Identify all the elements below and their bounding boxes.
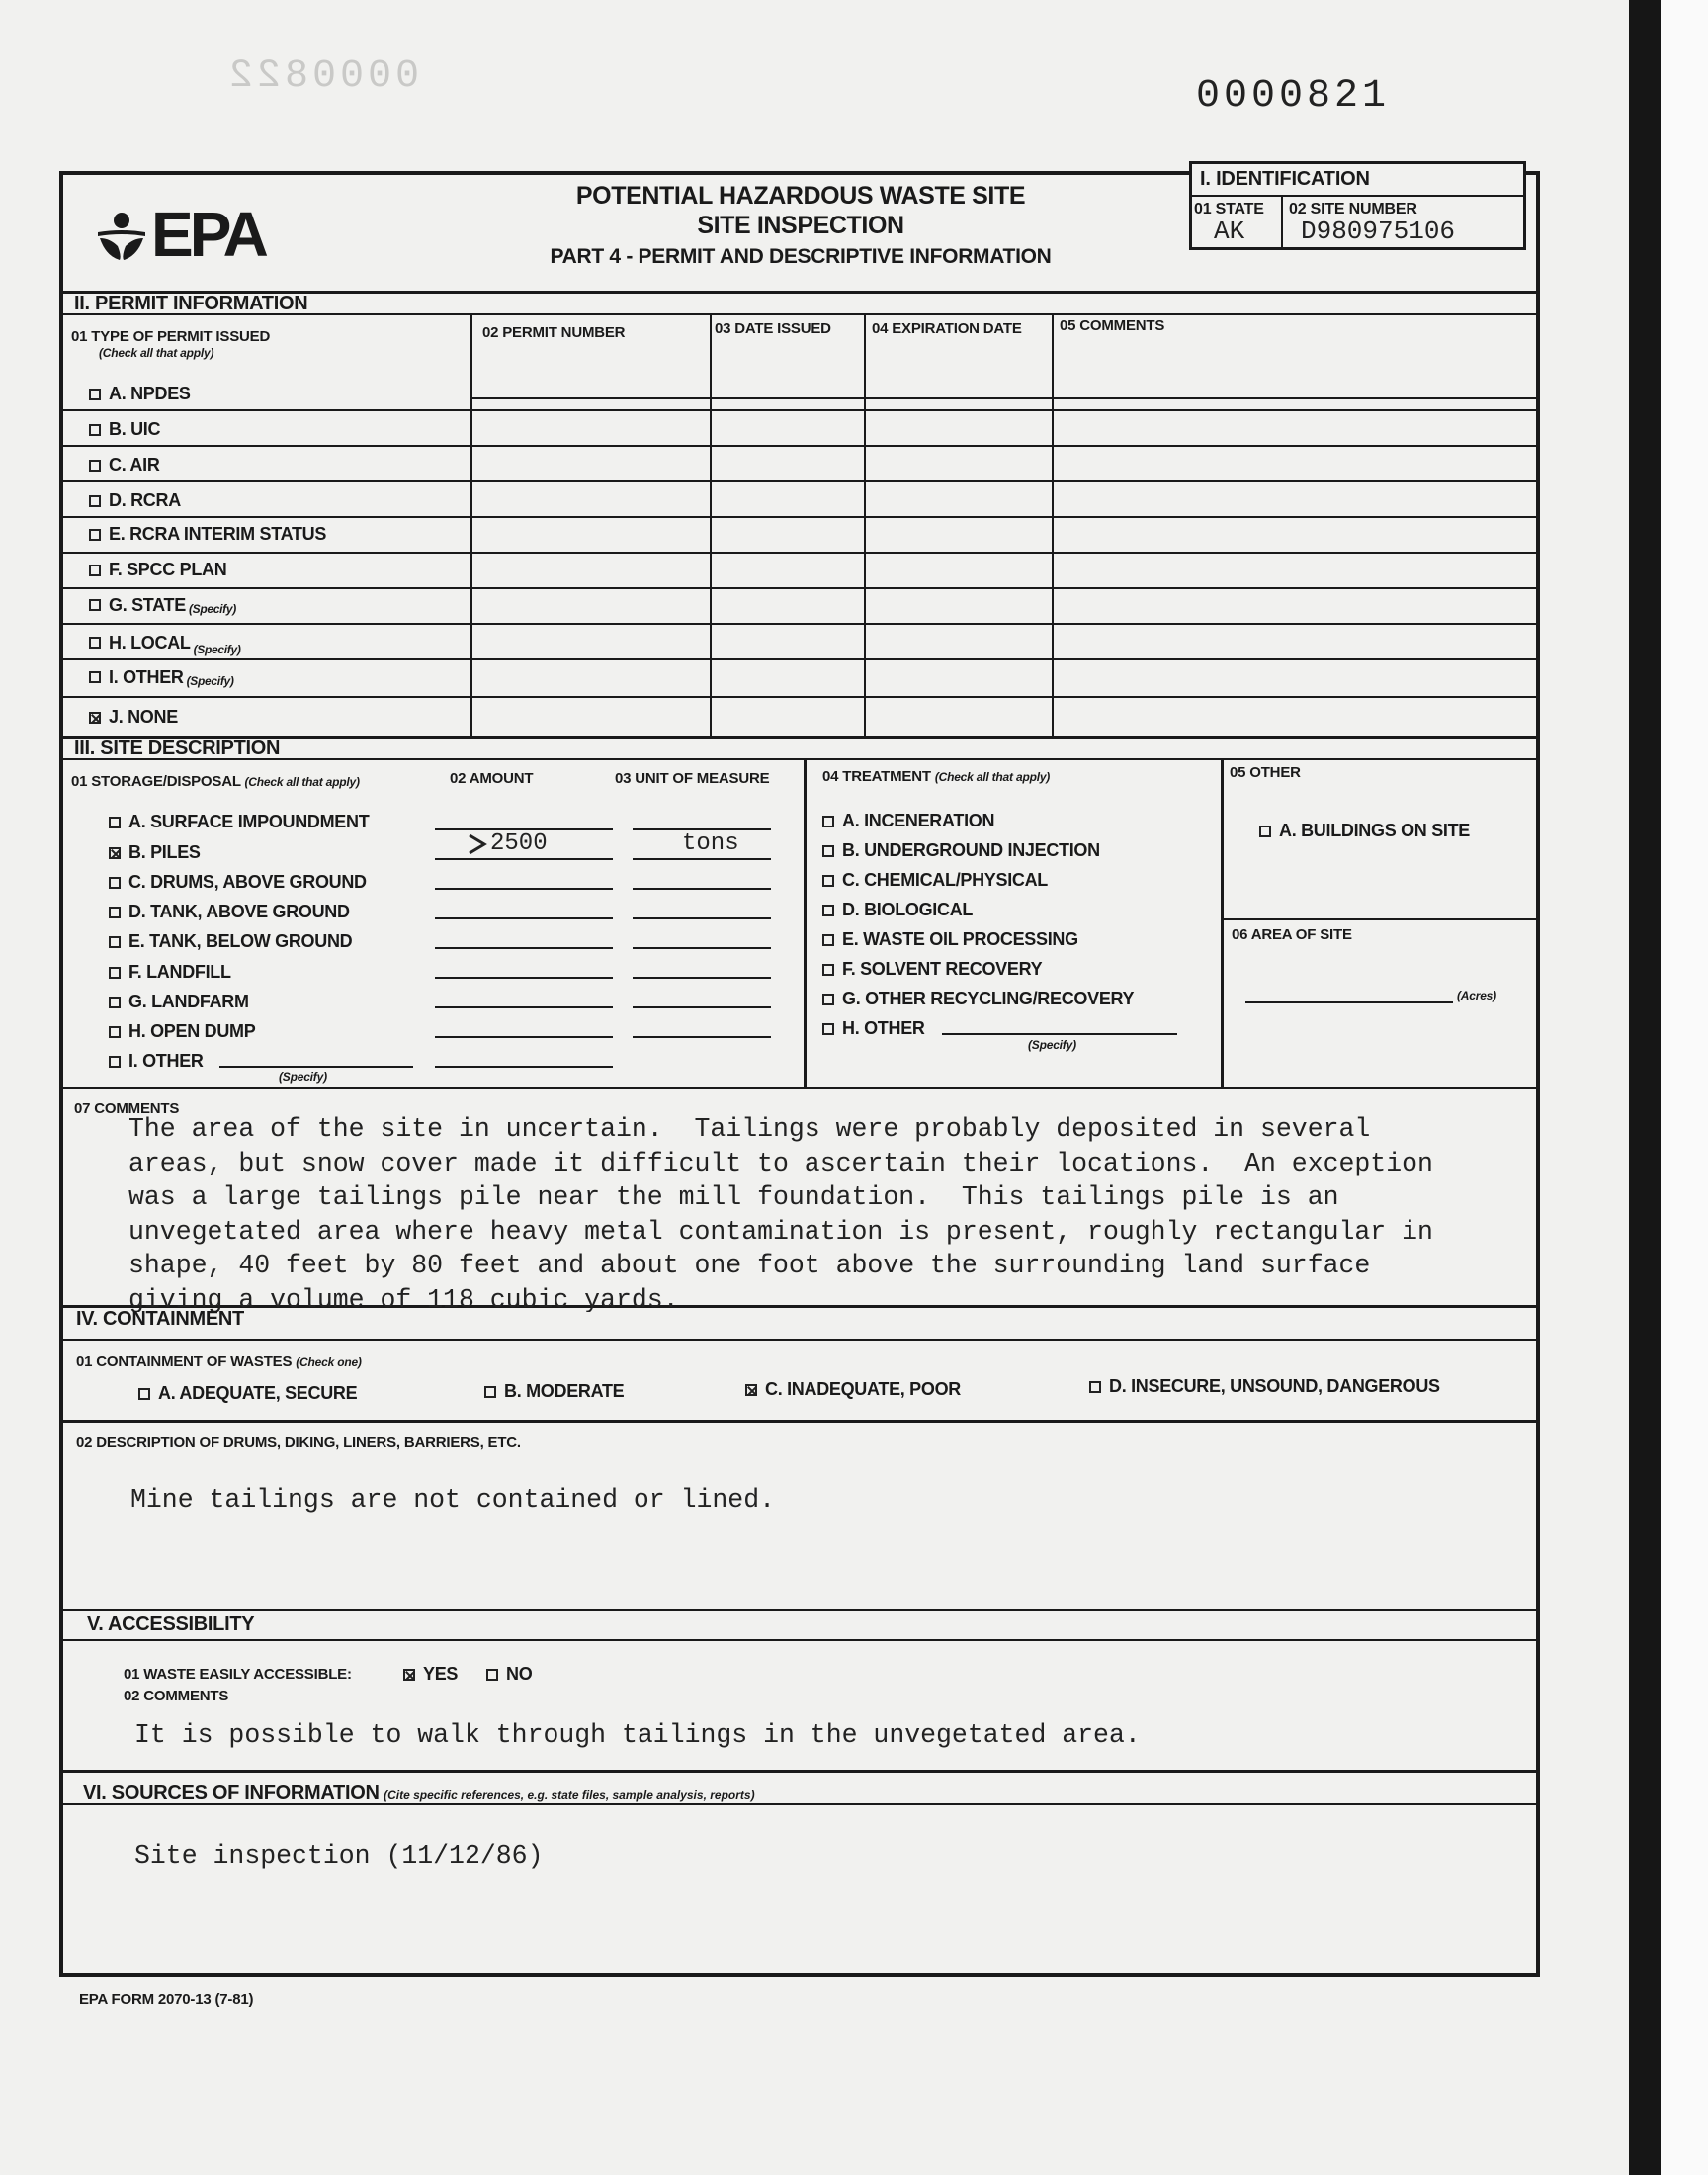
permit-npdes-option[interactable]: A. NPDES	[89, 384, 191, 404]
greater-than-mark-icon	[467, 832, 488, 856]
surface-impoundment-option[interactable]: A. SURFACE IMPOUNDMENT	[109, 812, 369, 832]
buildings-on-site-option[interactable]: A. BUILDINGS ON SITE	[1259, 821, 1470, 841]
sources-text: Site inspection (11/12/86)	[134, 1841, 544, 1870]
site-description-heading: III. SITE DESCRIPTION	[74, 738, 281, 759]
open-dump-checkbox[interactable]	[109, 1026, 121, 1038]
site-comments-line: shape, 40 feet by 80 feet and about one foot above the surrounding land surface	[128, 1251, 1371, 1280]
piles-checkbox[interactable]	[109, 847, 121, 859]
permit-npdes-checkbox[interactable]	[89, 389, 101, 400]
containment-insecure-option[interactable]: D. INSECURE, UNSOUND, DANGEROUS	[1089, 1376, 1440, 1397]
form-number-footer: EPA FORM 2070-13 (7-81)	[79, 1991, 254, 2008]
acres-label: (Acres)	[1457, 989, 1496, 1002]
state-value: AK	[1214, 217, 1245, 246]
containment-heading: IV. CONTAINMENT	[76, 1308, 244, 1330]
open-dump-option[interactable]: H. OPEN DUMP	[109, 1021, 255, 1042]
accessible-yes-checkbox[interactable]	[403, 1669, 415, 1681]
storage-other-checkbox[interactable]	[109, 1056, 121, 1068]
amount-header: 02 AMOUNT	[450, 770, 534, 787]
area-of-site-field[interactable]	[1245, 1001, 1453, 1003]
permit-rcra-option[interactable]: D. RCRA	[89, 490, 181, 511]
landfarm-option[interactable]: G. LANDFARM	[109, 992, 249, 1012]
containment-moderate-checkbox[interactable]	[484, 1386, 496, 1398]
epa-logo	[94, 198, 265, 271]
containment-description-text: Mine tailings are not contained or lined.	[130, 1485, 776, 1515]
permit-air-option[interactable]: C. AIR	[89, 455, 160, 476]
buildings-on-site-checkbox[interactable]	[1259, 826, 1271, 837]
landfill-option[interactable]: F. LANDFILL	[109, 962, 231, 983]
permit-spcc-checkbox[interactable]	[89, 565, 101, 576]
expiration-date-header: 04 EXPIRATION DATE	[872, 320, 1022, 337]
containment-insecure-checkbox[interactable]	[1089, 1381, 1101, 1393]
drums-option[interactable]: C. DRUMS, ABOVE GROUND	[109, 872, 367, 893]
form-part-title: PART 4 - PERMIT AND DESCRIPTIVE INFORMATION	[550, 245, 1052, 268]
tank-below-checkbox[interactable]	[109, 936, 121, 948]
landfarm-checkbox[interactable]	[109, 997, 121, 1008]
scan-margin	[1661, 0, 1708, 2175]
accessible-no-option[interactable]: NO	[486, 1664, 532, 1685]
storage-disposal-header: 01 STORAGE/DISPOSAL (Check all that apply)	[71, 773, 360, 790]
accessibility-comments-text: It is possible to walk through tailings in the unvegetated area.	[134, 1720, 1141, 1750]
waste-oil-option[interactable]: E. WASTE OIL PROCESSING	[822, 929, 1078, 950]
sources-heading: VI. SOURCES OF INFORMATION (Cite specific references, e.g. state files, sample analysis, reports)	[83, 1783, 755, 1804]
treatment-header: 04 TREATMENT (Check all that apply)	[822, 768, 1051, 785]
permit-state-checkbox[interactable]	[89, 599, 101, 611]
solvent-recovery-option[interactable]: F. SOLVENT RECOVERY	[822, 959, 1042, 980]
biological-option[interactable]: D. BIOLOGICAL	[822, 900, 973, 920]
storage-other-specify-label: (Specify)	[279, 1070, 327, 1084]
landfill-checkbox[interactable]	[109, 967, 121, 979]
permit-uic-checkbox[interactable]	[89, 424, 101, 436]
permit-local-option[interactable]: H. LOCAL (Specify)	[89, 629, 241, 656]
underground-injection-checkbox[interactable]	[822, 845, 834, 857]
permit-state-option[interactable]: G. STATE (Specify)	[89, 594, 236, 616]
permit-other-checkbox[interactable]	[89, 671, 101, 683]
site-comments-line: giving a volume of 118 cubic yards.	[128, 1284, 679, 1312]
accessibility-comments-label: 02 COMMENTS	[124, 1688, 229, 1704]
containment-moderate-option[interactable]: B. MODERATE	[484, 1381, 624, 1402]
accessible-yes-option[interactable]: YES	[403, 1664, 458, 1685]
accessibility-heading: V. ACCESSIBILITY	[87, 1613, 255, 1635]
solvent-recovery-checkbox[interactable]	[822, 964, 834, 976]
waste-oil-checkbox[interactable]	[822, 934, 834, 946]
tank-above-checkbox[interactable]	[109, 907, 121, 918]
underground-injection-option[interactable]: B. UNDERGROUND INJECTION	[822, 840, 1100, 861]
site-comments-label: 07 COMMENTS	[74, 1100, 180, 1117]
date-issued-header: 03 DATE ISSUED	[715, 320, 831, 337]
containment-adequate-option[interactable]: A. ADEQUATE, SECURE	[138, 1383, 357, 1404]
chemical-physical-checkbox[interactable]	[822, 875, 834, 887]
permit-type-header: 01 TYPE OF PERMIT ISSUED	[71, 328, 271, 345]
biological-checkbox[interactable]	[822, 905, 834, 916]
containment-inadequate-option[interactable]: C. INADEQUATE, POOR	[745, 1379, 961, 1400]
permit-rcra-interim-option[interactable]: E. RCRA INTERIM STATUS	[89, 524, 326, 545]
tank-below-option[interactable]: E. TANK, BELOW GROUND	[109, 931, 352, 952]
other-header: 05 OTHER	[1230, 764, 1301, 781]
epa-flower-icon	[94, 207, 149, 262]
containment-inadequate-checkbox[interactable]	[745, 1384, 757, 1396]
site-comments-line: The area of the site in uncertain. Tailings were probably deposited in several	[128, 1114, 1371, 1144]
permit-rcra-interim-checkbox[interactable]	[89, 529, 101, 541]
unit-of-measure-header: 03 UNIT OF MEASURE	[615, 770, 770, 787]
drums-checkbox[interactable]	[109, 877, 121, 889]
piles-option[interactable]: B. PILES	[109, 842, 201, 863]
site-comments-text	[128, 1112, 1552, 1312]
permit-local-checkbox[interactable]	[89, 637, 101, 649]
surface-impoundment-checkbox[interactable]	[109, 817, 121, 828]
inceneration-option[interactable]: A. INCENERATION	[822, 811, 994, 831]
chemical-physical-option[interactable]: C. CHEMICAL/PHYSICAL	[822, 870, 1048, 891]
treatment-other-checkbox[interactable]	[822, 1023, 834, 1035]
site-comments-line: unvegetated area where heavy metal contamination is present, roughly rectangular in	[128, 1216, 1433, 1247]
site-comments-line: areas, but snow cover made it difficult to ascertain their locations. An exception	[128, 1148, 1433, 1178]
tank-above-option[interactable]: D. TANK, ABOVE GROUND	[109, 902, 350, 922]
area-of-site-header: 06 AREA OF SITE	[1232, 926, 1352, 943]
epa-logo-text: EPA	[151, 199, 265, 270]
permit-other-option[interactable]: I. OTHER (Specify)	[89, 666, 234, 688]
permit-check-note: (Check all that apply)	[99, 346, 214, 360]
site-number-value: D980975106	[1301, 217, 1456, 246]
state-label: 01 STATE	[1194, 201, 1264, 218]
form-subtitle: SITE INSPECTION	[697, 212, 904, 239]
other-recycling-checkbox[interactable]	[822, 994, 834, 1005]
treatment-other-specify-line[interactable]	[942, 1033, 1177, 1035]
containment-label: 01 CONTAINMENT OF WASTES (Check one)	[76, 1353, 362, 1370]
piles-unit-value: tons	[682, 830, 739, 857]
bleed-through-number: 0000822	[225, 54, 420, 99]
containment-description-label: 02 DESCRIPTION OF DRUMS, DIKING, LINERS, BARRIERS, ETC.	[76, 1435, 521, 1451]
storage-other-specify-line[interactable]	[219, 1066, 413, 1068]
form-title: POTENTIAL HAZARDOUS WASTE SITE	[575, 182, 1026, 210]
permit-spcc-option[interactable]: F. SPCC PLAN	[89, 560, 226, 580]
permit-none-option[interactable]: J. NONE	[89, 707, 178, 728]
treatment-other-specify-label: (Specify)	[1028, 1038, 1076, 1052]
scan-edge-shadow	[1629, 0, 1661, 2175]
site-comments-line: was a large tailings pile near the mill foundation. This tailings pile is an	[128, 1182, 1339, 1212]
storage-other-option[interactable]: I. OTHER	[109, 1051, 204, 1072]
treatment-other-option[interactable]: H. OTHER	[822, 1018, 925, 1039]
document-number: 0000821	[1196, 74, 1391, 119]
permit-comments-header: 05 COMMENTS	[1060, 317, 1165, 334]
accessible-no-checkbox[interactable]	[486, 1669, 498, 1681]
permit-heading: II. PERMIT INFORMATION	[74, 293, 308, 314]
inceneration-checkbox[interactable]	[822, 816, 834, 827]
other-recycling-option[interactable]: G. OTHER RECYCLING/RECOVERY	[822, 989, 1134, 1009]
permit-none-checkbox[interactable]	[89, 712, 101, 724]
permit-rcra-checkbox[interactable]	[89, 495, 101, 507]
permit-uic-option[interactable]: B. UIC	[89, 419, 160, 440]
containment-adequate-checkbox[interactable]	[138, 1388, 150, 1400]
site-number-label: 02 SITE NUMBER	[1289, 201, 1417, 218]
permit-number-header: 02 PERMIT NUMBER	[482, 324, 626, 341]
waste-accessible-label: 01 WASTE EASILY ACCESSIBLE:	[124, 1666, 352, 1683]
identification-heading: I. IDENTIFICATION	[1200, 168, 1370, 190]
piles-amount-field[interactable]	[467, 830, 548, 857]
piles-amount-value: 2500	[490, 830, 548, 857]
permit-air-checkbox[interactable]	[89, 460, 101, 472]
